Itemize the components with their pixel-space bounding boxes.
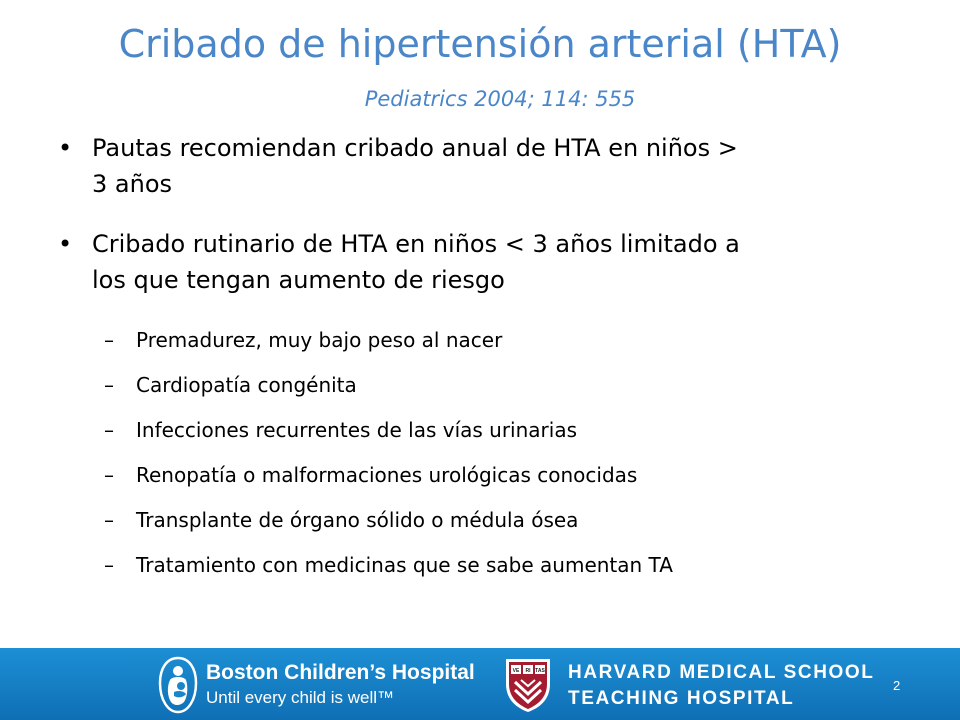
sub-bullet-text: Cardiopatía congénita: [136, 373, 357, 397]
bullet-marker: •: [58, 134, 73, 162]
sub-bullet-item: [0, 371, 960, 399]
bullet-text-line: 3 años: [92, 170, 173, 198]
school-name-line2: TEACHING HOSPITAL: [568, 688, 795, 709]
sub-bullet-text: Tratamiento con medicinas que se sabe aumentan TA: [136, 553, 673, 577]
sub-bullet-marker: –: [104, 553, 114, 577]
bullet-marker: •: [58, 230, 73, 258]
school-name-line1: HARVARD MEDICAL SCHOOL: [568, 662, 875, 683]
bullet-text-line: Cribado rutinario de HTA en niños < 3 años limitado a: [92, 230, 740, 258]
sub-bullet-item: [0, 416, 960, 444]
hospital-name: Boston Children’s Hospital: [206, 661, 475, 684]
svg-text:VE: VE: [512, 668, 520, 674]
sub-bullet-marker: –: [104, 328, 114, 352]
bullet-text-line: los que tengan aumento de riesgo: [92, 266, 505, 294]
sub-bullet-text: Transplante de órgano sólido o médula ósea: [136, 508, 579, 532]
sub-bullet-item: [0, 506, 960, 534]
slide-subtitle: Pediatrics 2004; 114: 555: [364, 87, 636, 111]
sub-bullet-item: [0, 551, 960, 579]
svg-text:RI: RI: [525, 668, 531, 674]
bullet-text-line: Pautas recomiendan cribado anual de HTA en niños >: [92, 134, 738, 162]
sub-bullet-text: Premadurez, muy bajo peso al nacer: [136, 328, 503, 352]
bullet-item: [0, 226, 960, 302]
sub-bullet-marker: –: [104, 418, 114, 442]
harvard-veritas-shield-icon: [503, 656, 553, 714]
page-number: 2: [893, 678, 901, 693]
hospital-tagline: Until every child is well™: [206, 688, 394, 707]
bullet-item: [0, 130, 960, 206]
mother-and-child-logo-icon: [158, 656, 198, 714]
slide-title: Cribado de hipertensión arterial (HTA): [118, 22, 842, 66]
footer-band: [0, 648, 960, 720]
sub-bullet-marker: –: [104, 463, 114, 487]
sub-bullet-item: [0, 326, 960, 354]
sub-bullet-marker: –: [104, 373, 114, 397]
sub-bullet-marker: –: [104, 508, 114, 532]
sub-bullet-text: Infecciones recurrentes de las vías urinarias: [136, 418, 577, 442]
svg-text:TAS: TAS: [535, 668, 545, 674]
sub-bullet-text: Renopatía o malformaciones urológicas conocidas: [136, 463, 638, 487]
sub-bullet-item: [0, 461, 960, 489]
